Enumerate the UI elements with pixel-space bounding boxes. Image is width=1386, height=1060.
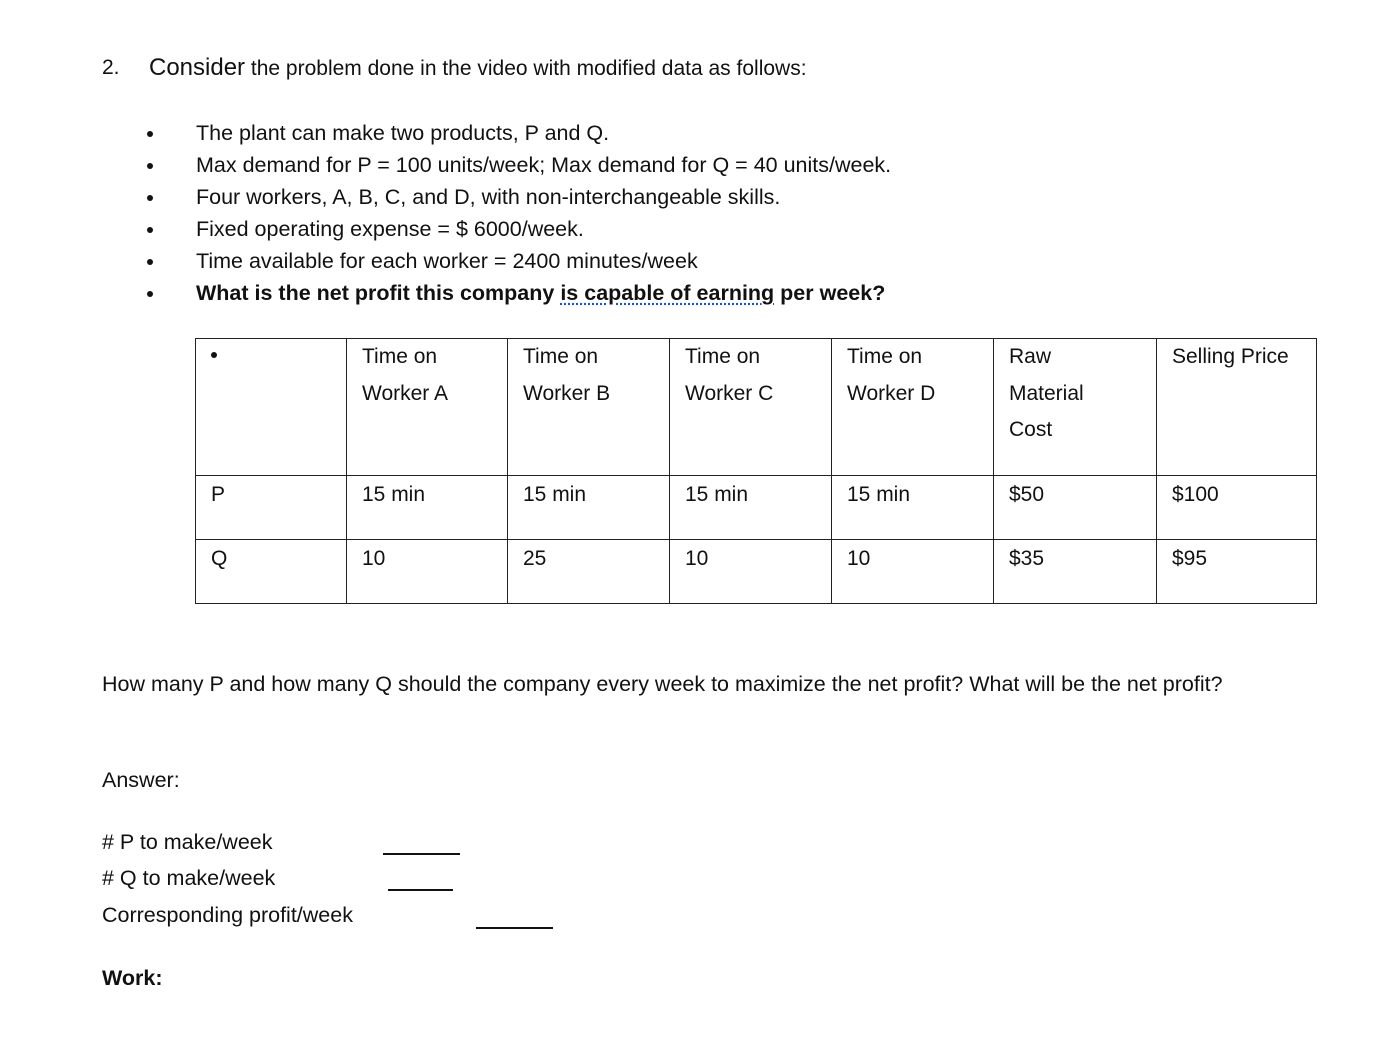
table-cell: $50 (994, 476, 1157, 540)
table-cell: Q (196, 540, 347, 604)
table-header-row (196, 339, 1317, 476)
question-number: 2. (102, 56, 120, 79)
answer-label: Answer: (102, 768, 180, 792)
header-line: Selling Price (1172, 345, 1289, 368)
bullet-icon (211, 352, 217, 358)
p-per-week-label: # P to make/week (102, 830, 273, 854)
prompt-paragraph: How many P and how many Q should the company every week to maximize the net profit? What will be the net profit? (102, 672, 1223, 696)
bullet-icon (147, 195, 153, 201)
bullet-icon (147, 291, 153, 297)
profit-per-week-label: Corresponding profit/week (102, 903, 353, 927)
table-cell: 10 (832, 540, 994, 604)
table-cell: $100 (1157, 476, 1317, 540)
table-cell: P (196, 476, 347, 540)
table-cell: $35 (994, 540, 1157, 604)
header-line: Time on (847, 345, 923, 368)
column-header-worker-d (832, 339, 994, 476)
question-title-rest: the problem done in the video with modified data as follows: (245, 57, 807, 80)
bullet-text: The plant can make two products, P and Q. (196, 121, 610, 145)
question-title-lead: Consider (149, 54, 246, 81)
column-header-selling-price (1157, 339, 1317, 476)
table-corner-cell (196, 339, 347, 476)
question-title (149, 54, 807, 82)
product-data-table (195, 338, 1317, 604)
q-per-week-label: # Q to make/week (102, 866, 276, 890)
work-label: Work: (102, 966, 163, 990)
q-per-week-blank[interactable] (388, 889, 453, 891)
bullet-text: Time available for each worker = 2400 minutes/week (196, 249, 698, 273)
bold-question-text (196, 277, 885, 309)
bold-question-part2: is capable of earning (560, 281, 775, 305)
table-cell: 25 (508, 540, 670, 604)
header-line: Raw (1009, 345, 1052, 368)
table-cell: 15 min (670, 476, 832, 540)
header-line: Cost (1009, 418, 1053, 441)
column-header-raw-material-cost (994, 339, 1157, 476)
header-line: Worker B (523, 381, 611, 405)
bullet-text: Four workers, A, B, C, and D, with non-interchangeable skills. (196, 185, 781, 209)
bullet-icon (147, 227, 153, 233)
bullet-icon (147, 131, 153, 137)
header-line: Worker A (362, 381, 448, 405)
table-row (196, 540, 1317, 604)
header-line: Time on (362, 345, 438, 368)
column-header-worker-a (347, 339, 508, 476)
table-cell: $95 (1157, 540, 1317, 604)
bullet-icon (147, 259, 153, 265)
column-header-worker-b (508, 339, 670, 476)
p-per-week-blank[interactable] (383, 853, 460, 855)
table-row (196, 476, 1317, 540)
profit-per-week-blank[interactable] (476, 927, 553, 929)
table-cell: 15 min (832, 476, 994, 540)
header-line: Worker D (847, 381, 936, 405)
bullet-text: Max demand for P = 100 units/week; Max demand for Q = 40 units/week. (196, 153, 892, 177)
table-cell: 15 min (508, 476, 670, 540)
table-cell: 10 (347, 540, 508, 604)
bold-question-part3: per week? (774, 281, 886, 305)
table-cell: 15 min (347, 476, 508, 540)
column-header-worker-c (670, 339, 832, 476)
bold-question-part1: What is the net profit this company (196, 281, 561, 305)
header-line: Material (1009, 381, 1084, 405)
header-line: Time on (523, 345, 599, 368)
bullet-text: Fixed operating expense = $ 6000/week. (196, 217, 584, 241)
table-cell: 10 (670, 540, 832, 604)
header-line: Time on (685, 345, 761, 368)
header-line: Worker C (685, 381, 774, 405)
bullet-icon (147, 163, 153, 169)
